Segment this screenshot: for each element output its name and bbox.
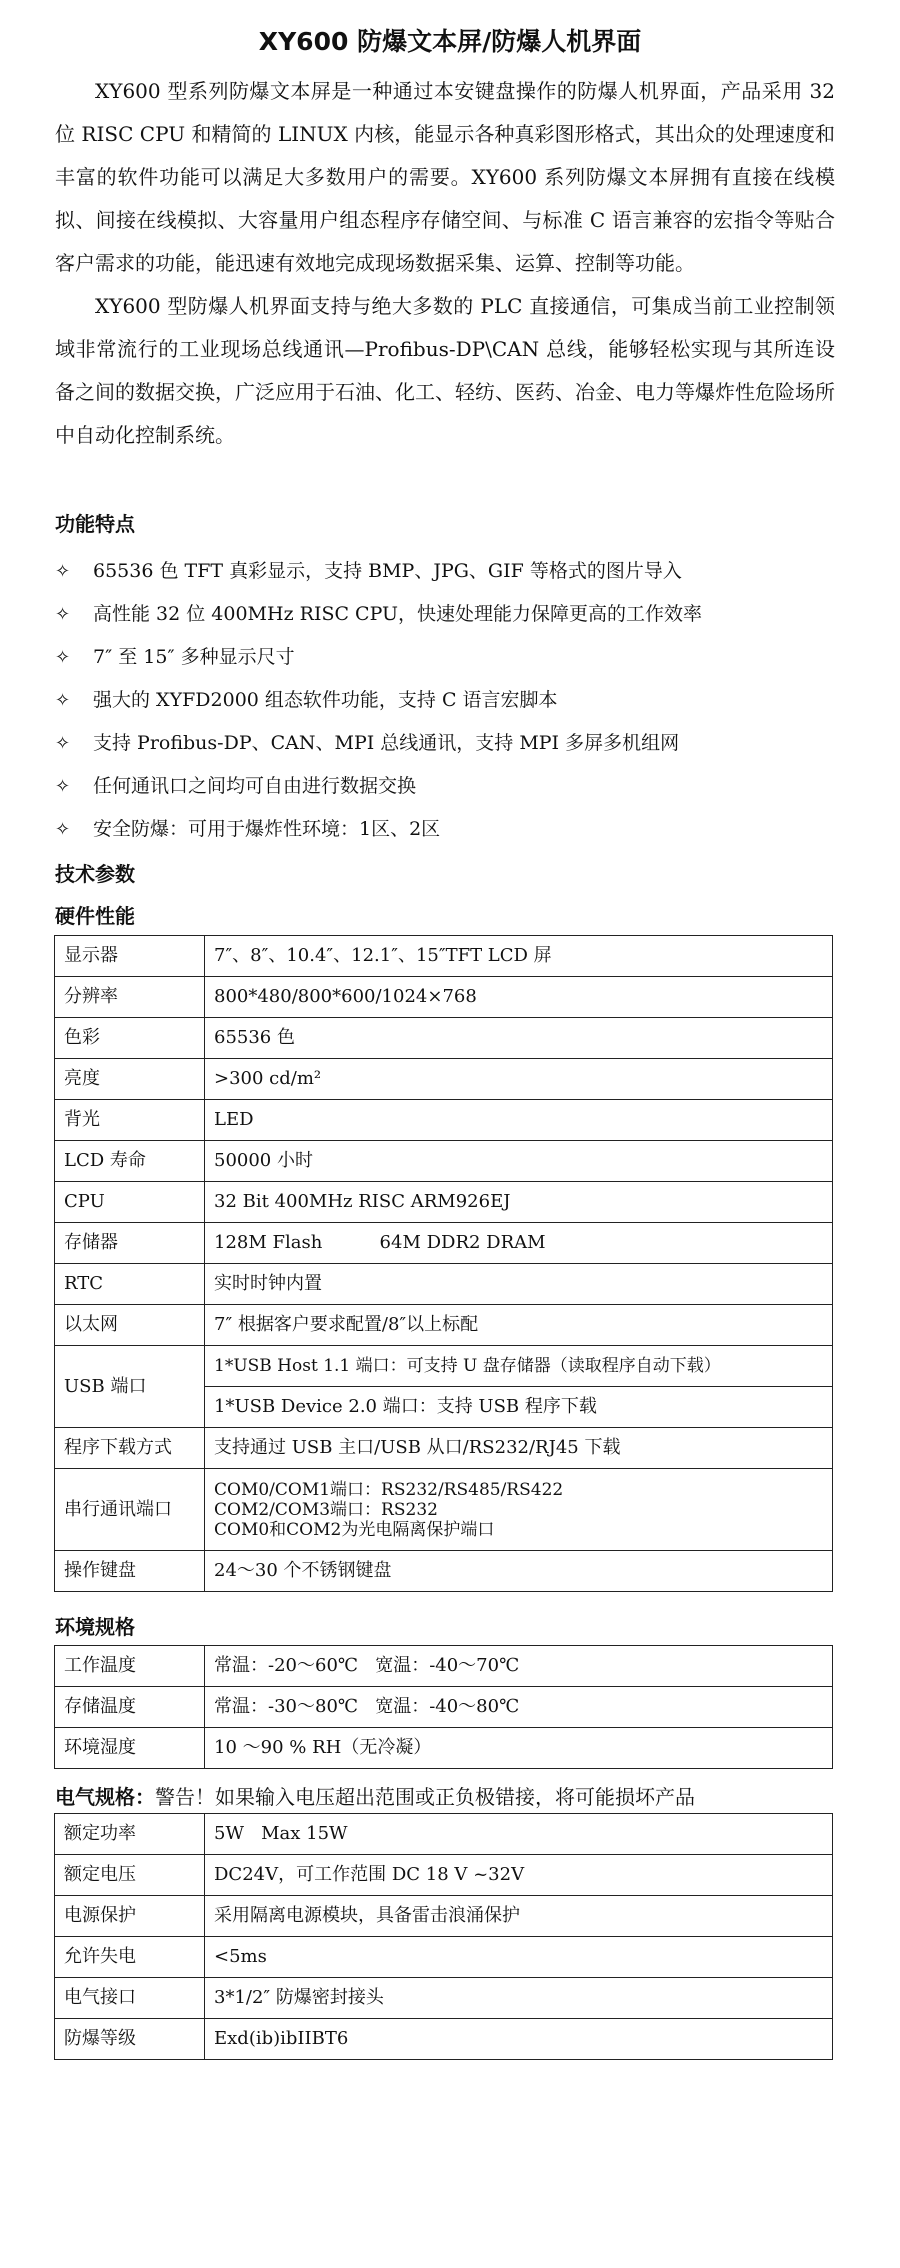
diamond-bullet-icon: ✧: [55, 604, 71, 625]
table-row: [55, 1346, 833, 1387]
param-label: 显示器: [55, 936, 205, 977]
feature-text: 任何通讯口之间均可自由进行数据交换: [93, 775, 417, 797]
param-value: 24～30 个不锈钢键盘: [205, 1551, 833, 1592]
feature-item: [55, 765, 855, 808]
param-value: 支持通过 USB 主口/USB 从口/RS232/RJ45 下载: [205, 1428, 833, 1469]
param-value: 50000 小时: [205, 1141, 833, 1182]
param-value: 32 Bit 400MHz RISC ARM926EJ: [205, 1182, 833, 1223]
environment-heading: 环境规格: [55, 1615, 135, 1639]
param-value: 7″ 根据客户要求配置/8″以上标配: [205, 1305, 833, 1346]
table-row: [55, 1223, 833, 1264]
param-value: 128M Flash 64M DDR2 DRAM: [205, 1223, 833, 1264]
table-row: [55, 1428, 833, 1469]
param-label: 额定电压: [55, 1855, 205, 1896]
features-list: [55, 550, 855, 851]
feature-text: 高性能 32 位 400MHz RISC CPU，快速处理能力保障更高的工作效率: [93, 603, 703, 625]
serial-line: COM0/COM1端口：RS232/RS485/RS422: [214, 1479, 564, 1500]
table-row: [55, 1855, 833, 1896]
table-row: [55, 1100, 833, 1141]
feature-item: [55, 593, 855, 636]
param-value: 实时时钟内置: [205, 1264, 833, 1305]
diamond-bullet-icon: ✧: [55, 561, 71, 582]
table-row: [55, 1937, 833, 1978]
table-row: [55, 977, 833, 1018]
table-row: [55, 1264, 833, 1305]
feature-item: [55, 722, 855, 765]
feature-text: 支持 Profibus-DP、CAN、MPI 总线通讯，支持 MPI 多屏多机组网: [93, 732, 680, 754]
table-row: [55, 1305, 833, 1346]
param-value: 5W Max 15W: [205, 1814, 833, 1855]
table-row: [55, 1018, 833, 1059]
param-value: 1*USB Device 2.0 端口：支持 USB 程序下载: [205, 1387, 833, 1428]
param-value: 800*480/800*600/1024×768: [205, 977, 833, 1018]
param-label: 额定功率: [55, 1814, 205, 1855]
param-value: 10 ～90 % RH（无冷凝）: [205, 1728, 833, 1769]
diamond-bullet-icon: ✧: [55, 819, 71, 840]
param-label: 工作温度: [55, 1646, 205, 1687]
electrical-heading: 电气规格：: [55, 1785, 155, 1809]
intro-paragraph: XY600 型防爆人机界面支持与绝大多数的 PLC 直接通信，可集成当前工业控制领域非常流行的工业现场总线通讯—Profibus-DP\CAN 总线，能够轻松实现与其所连设备之间的数据交换，广泛应用于石油、化工、轻纺、医药、冶金、电力等爆炸性危险场所中自动化控制系统。: [55, 294, 835, 447]
intro-paragraph: XY600 型系列防爆文本屏是一种通过本安键盘操作的防爆人机界面，产品采用 32 位 RISC CPU 和精简的 LINUX 内核，能显示各种真彩图形格式，其出众的处理速度和丰富的软件功能可以满足大多数用户的需要。XY600 系列防爆文本屏拥有直接在线模拟、间接在线模拟、大容量用户组态程序存储空间、与标准 C 语言兼容的宏指令等贴合客户需求的功能，能迅速有效地完成现场数据采集、运算、控制等功能。: [55, 79, 835, 275]
param-value: 采用隔离电源模块，具备雷击浪涌保护: [205, 1896, 833, 1937]
param-label: 环境湿度: [55, 1728, 205, 1769]
param-label: 存储温度: [55, 1687, 205, 1728]
feature-text: 强大的 XYFD2000 组态软件功能，支持 C 语言宏脚本: [93, 689, 558, 711]
param-label: 分辨率: [55, 977, 205, 1018]
table-row: [55, 1059, 833, 1100]
diamond-bullet-icon: ✧: [55, 733, 71, 754]
diamond-bullet-icon: ✧: [55, 647, 71, 668]
param-value: <5ms: [205, 1937, 833, 1978]
table-row: [55, 1469, 833, 1551]
param-value: 常温：-20～60℃ 宽温：-40～70℃: [205, 1646, 833, 1687]
table-row: [55, 1551, 833, 1592]
param-label: 操作键盘: [55, 1551, 205, 1592]
param-label: 串行通讯端口: [55, 1469, 205, 1551]
param-label: 存储器: [55, 1223, 205, 1264]
param-value: 65536 色: [205, 1018, 833, 1059]
table-row: [55, 1728, 833, 1769]
serial-line: COM0和COM2为光电隔离保护端口: [214, 1519, 495, 1540]
table-row: [55, 1814, 833, 1855]
param-label: 程序下载方式: [55, 1428, 205, 1469]
param-value: Exd(ib)ibIIBT6: [205, 2019, 833, 2060]
param-label: LCD 寿命: [55, 1141, 205, 1182]
table-row: [55, 1646, 833, 1687]
diamond-bullet-icon: ✧: [55, 690, 71, 711]
table-row: [55, 1896, 833, 1937]
hardware-heading: 硬件性能: [55, 904, 135, 928]
param-label: 防爆等级: [55, 2019, 205, 2060]
param-label: USB 端口: [55, 1346, 205, 1428]
feature-item: [55, 808, 855, 851]
param-label: 以太网: [55, 1305, 205, 1346]
param-label: 色彩: [55, 1018, 205, 1059]
page-title: XY600 防爆文本屏/防爆人机界面: [258, 27, 642, 56]
param-value: 7″、8″、10.4″、12.1″、15″TFT LCD 屏: [205, 936, 833, 977]
param-label: 亮度: [55, 1059, 205, 1100]
table-row: [55, 1978, 833, 2019]
param-value: 1*USB Host 1.1 端口：可支持 U 盘存储器（读取程序自动下载）: [205, 1346, 833, 1387]
table-row: [55, 2019, 833, 2060]
hardware-table: [54, 935, 833, 1592]
param-label: 背光: [55, 1100, 205, 1141]
table-row: [55, 1687, 833, 1728]
feature-text: 安全防爆：可用于爆炸性环境：1区、2区: [93, 818, 441, 840]
param-value: DC24V，可工作范围 DC 18 V ~32V: [205, 1855, 833, 1896]
param-label: 电气接口: [55, 1978, 205, 2019]
table-row: [55, 936, 833, 977]
serial-line: COM2/COM3端口：RS232: [214, 1499, 438, 1520]
param-value: LED: [205, 1100, 833, 1141]
diamond-bullet-icon: ✧: [55, 776, 71, 797]
param-label: 电源保护: [55, 1896, 205, 1937]
feature-text: 65536 色 TFT 真彩显示，支持 BMP、JPG、GIF 等格式的图片导入: [93, 560, 682, 582]
features-heading: 功能特点: [55, 512, 135, 536]
param-value: [205, 1469, 833, 1551]
feature-text: 7″ 至 15″ 多种显示尺寸: [93, 646, 295, 668]
warning-text: 警告！如果输入电压超出范围或正负极错接，将可能损坏产品: [155, 1785, 695, 1809]
table-row: [55, 1141, 833, 1182]
feature-item: [55, 550, 855, 593]
param-value: 常温：-30～80℃ 宽温：-40～80℃: [205, 1687, 833, 1728]
tech-params-heading: 技术参数: [55, 862, 135, 886]
param-label: 允许失电: [55, 1937, 205, 1978]
feature-item: [55, 636, 855, 679]
param-value: >300 cd/m²: [205, 1059, 833, 1100]
electrical-table: [54, 1813, 833, 2060]
intro-section: [55, 70, 835, 457]
table-row: [55, 1182, 833, 1223]
param-label: CPU: [55, 1182, 205, 1223]
feature-item: [55, 679, 855, 722]
param-label: RTC: [55, 1264, 205, 1305]
environment-table: [54, 1645, 833, 1769]
electrical-warning: [55, 1781, 695, 1810]
param-value: 3*1/2″ 防爆密封接头: [205, 1978, 833, 2019]
